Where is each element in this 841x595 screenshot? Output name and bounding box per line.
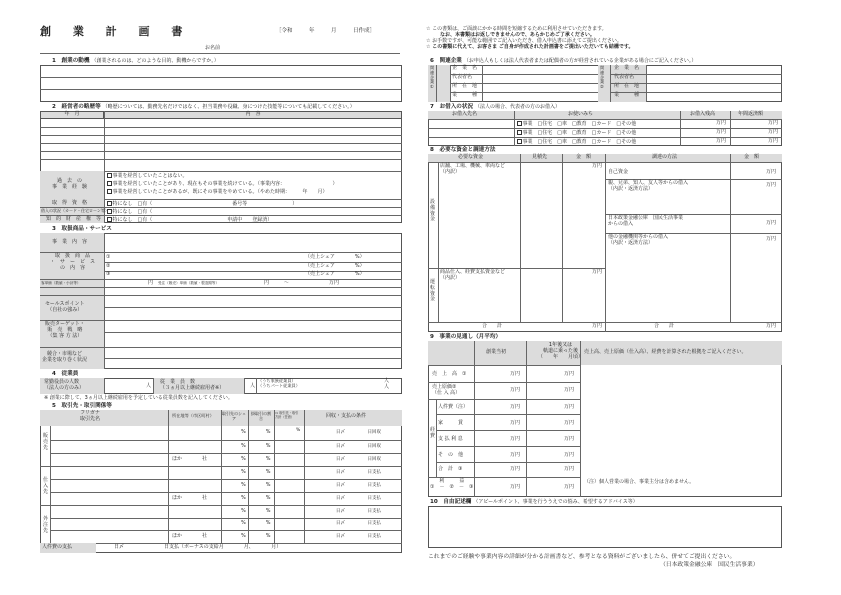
labor-row-label: 人件費（注） xyxy=(438,404,469,410)
career-content-header: 内 容 xyxy=(104,111,402,119)
loan-balance-2[interactable]: 万円 xyxy=(716,129,727,135)
page-title: 創 業 計 画 書 xyxy=(40,25,192,38)
loan-balance-3[interactable]: 万円 xyxy=(716,138,727,144)
purchase-side-label: 仕 入 先 xyxy=(43,477,49,495)
loan-header-use: お使いみち xyxy=(568,111,594,117)
license-label: 取 得 資 格 xyxy=(52,200,88,206)
sales-later-unit[interactable]: 万円 xyxy=(564,371,575,377)
other-bank-loan-label: 他の金融機関等からの借入 （内訳・返済方法） xyxy=(608,234,669,246)
footer-note: これまでのご経験や事業内容の詳細が分かる計画書など、参考となる資料がございましたら、併せてご提出ください。 xyxy=(428,554,736,560)
trade-header-policy: ｎ 取引先・取引 方針（任意） xyxy=(275,411,299,419)
section-3-heading: 3 取扱商品・サービス xyxy=(52,226,112,232)
name-underline[interactable] xyxy=(40,53,400,54)
trade-row-7[interactable]: % % xyxy=(241,508,271,514)
profit-row-label: 利 益 ① － ② － ③ xyxy=(430,478,474,490)
own-funds-label: 自己資金 xyxy=(608,169,629,175)
past-experience-option-2[interactable]: 事業を経営していたことがあり、現在もその事業を続けている。（事業内容： ） xyxy=(106,181,338,188)
business-content-label: 事 業 内 容 xyxy=(52,239,88,245)
section-7-heading: 7 お借入の状況 （法人の場合、代表者の方のお借入） xyxy=(430,104,561,110)
other-exp-start-unit[interactable]: 万円 xyxy=(510,452,521,458)
family-parttime-unit[interactable]: 人 人 xyxy=(384,378,390,390)
loan-repay-2[interactable]: 万円 xyxy=(768,129,779,135)
family-loan-label: 親、兄弟、知人、友人等からの借入 （内訳・返済方法） xyxy=(608,180,689,192)
expense-total-start-unit[interactable]: 万円 xyxy=(510,466,521,472)
section-10-heading: 10 自由記述欄 （アピールポイント、事業を行ううえでの悩み、希望するアドバイス等） xyxy=(430,499,638,505)
section-5-heading: 5 取引先・取引関係等 xyxy=(52,403,112,409)
notice-line-1: ☆ この書類は、ご面談にかかる時間を短縮するために利用させていただきます。 xyxy=(426,26,607,32)
trade-row-8[interactable]: % % xyxy=(241,520,271,526)
sales-point-label: セールスポイント （自社の強み） xyxy=(45,301,85,313)
outlook-note: （注）個人営業の場合、事業主分は含めません。 xyxy=(584,479,695,485)
funds-total-left-unit[interactable]: 万円 xyxy=(592,323,603,329)
purchase-other-count[interactable]: ほか 社 xyxy=(172,495,208,501)
interest-start-unit[interactable]: 万円 xyxy=(510,436,521,442)
rc2-company-label: 企 業 名 xyxy=(614,65,640,71)
profit-start-unit[interactable]: 万円 xyxy=(510,484,521,490)
section-4-heading: 4 従業員 xyxy=(52,371,79,377)
footer-issuer: （日本政策金融公庫 国民生活事業） xyxy=(660,562,759,568)
products-label: 取 扱 商 品 ・ サ ー ビ ス の 内 容 xyxy=(50,253,96,271)
related-company-1-label: 関 連 企 業 ① xyxy=(430,65,435,90)
name-label: お名前 xyxy=(205,45,221,51)
turnover-unit[interactable]: 円 〜 万円 xyxy=(264,280,340,286)
section-1-heading: 1 創業の動機 （創業されるのは、どのような目的、動機からですか。） xyxy=(52,58,219,64)
product-3[interactable]: ③ xyxy=(106,271,111,277)
expense-total-later-unit[interactable]: 万円 xyxy=(564,466,575,472)
product-1[interactable]: ① xyxy=(106,254,111,260)
product-2[interactable]: ② xyxy=(106,263,111,269)
family-loan-unit[interactable]: 万円 xyxy=(766,182,777,188)
rent-later-unit[interactable]: 万円 xyxy=(564,420,575,426)
competition-label: 競合・市場など 企業を取り巻く状況 xyxy=(42,351,88,363)
interest-row-label: 支 払 利 息 xyxy=(438,436,463,442)
past-experience-label: 過 去 の 事 業 経 験 xyxy=(52,178,88,190)
notice-line-3: ☆ お手数ですが、可能な範囲でご記入いただき、借入申込書に添えてご提出ください。 xyxy=(426,38,622,44)
license-options[interactable]: 特になし □有（ 番号等 ） xyxy=(106,201,297,208)
purchase-cond-1[interactable]: 日〆 日支払 xyxy=(336,470,381,475)
ip-label: 知 的 財 産 権 等 xyxy=(46,216,102,222)
family-parttime-label: （うち家族従業員） （うちパート従業員） xyxy=(258,378,300,388)
equipment-fund-label: 設 備 資 金 xyxy=(430,199,436,223)
purchase-cond-3[interactable]: 日〆 日支払 xyxy=(336,496,381,501)
rc2-industry-label: 業 種 xyxy=(614,92,640,98)
sales-cond-1[interactable]: 日〆 日回収 xyxy=(336,430,381,435)
past-experience-option-1[interactable]: 事業を経営していたことはない。 xyxy=(106,173,188,180)
funds-total-left-label: 合 計 xyxy=(482,323,503,329)
employee-note: ※ 創業に際して、3ヵ月以上継続雇用を予定している従業員数を記入してください。 xyxy=(44,395,233,401)
trade-header-name: フリガナ 取引先名 xyxy=(80,410,101,422)
trade-row-3[interactable]: % % xyxy=(241,456,271,462)
price-unit[interactable]: 円 xyxy=(148,280,154,286)
section-9-heading: 9 事業の見通し（月平均） xyxy=(430,334,502,340)
equipment-fund-text[interactable]: 店舗、工場、機械、車両など （内訳） xyxy=(440,163,506,175)
loan-balance-1[interactable]: 万円 xyxy=(716,120,727,126)
outsource-side-label: 外 注 先 xyxy=(43,516,49,534)
funds-total-right-unit[interactable]: 万円 xyxy=(766,323,777,329)
wage-payment-label: 人件費の支払 xyxy=(42,544,73,550)
outsource-cond-3[interactable]: 日〆 日支払 xyxy=(336,534,381,539)
equipment-fund-unit[interactable]: 万円 xyxy=(592,163,603,169)
sales-start-unit[interactable]: 万円 xyxy=(510,371,521,377)
rc1-company-label: 企 業 名 xyxy=(452,65,478,71)
debt-label: 借入の状況（カード・住宅ローン等） xyxy=(41,208,109,213)
turnover-label: 受注（販売）単価（数値・製造期等） xyxy=(158,281,220,285)
sales-cond-2[interactable]: 日〆 日回収 xyxy=(336,444,381,449)
product-3-share[interactable]: （売上シェア %） xyxy=(305,271,365,277)
trade-row-5[interactable]: % % xyxy=(241,482,271,488)
related-company-2-label: 関 連 企 業 ② xyxy=(600,65,605,90)
price-label: 客単価（数値・小計等） xyxy=(41,281,81,285)
sales-terms-1[interactable]: % xyxy=(296,428,301,433)
product-2-share[interactable]: （売上シェア %） xyxy=(305,263,365,269)
jfc-loan-label: 日本政策金融公庫 国民生活事業 からの借入 xyxy=(608,215,684,227)
loan-use-2[interactable]: 事業 □住宅 □車 □教育 □カード □その他 xyxy=(516,130,636,137)
funds-header-amount2: 金 額 xyxy=(744,154,760,160)
other-exp-later-unit[interactable]: 万円 xyxy=(564,452,575,458)
officers-unit[interactable]: 人 xyxy=(146,383,152,389)
outsource-cond-1[interactable]: 日〆 日支払 xyxy=(336,509,381,514)
funds-header-quote: 見積先 xyxy=(532,154,548,160)
notice-line-2: なお、本書類はお返しできませんので、あらかじめご了承ください。 xyxy=(440,32,595,38)
rent-row-label: 家 賃 xyxy=(438,420,464,426)
expense-label: 経 費 xyxy=(430,427,436,439)
funds-header-amount1: 金 額 xyxy=(576,154,592,160)
purchase-cond-2[interactable]: 日〆 日支払 xyxy=(336,483,381,488)
rc1-rep-label: 代表者名 xyxy=(452,74,473,80)
sales-cond-3[interactable]: 日〆 日回収 xyxy=(336,457,381,462)
outsource-other-count[interactable]: ほか 社 xyxy=(172,533,208,539)
rc1-industry-label: 業 種 xyxy=(452,92,478,98)
trade-header-credit: 掛取引の割合 xyxy=(251,411,271,421)
outlook-header-later: 1年後又は 軌道に乗った後 （ 年 月頃） xyxy=(538,342,584,360)
rc1-addr-label: 所 在 地 xyxy=(452,83,478,89)
outlook-header-start: 創業当初 xyxy=(486,349,507,355)
cogs-start-unit[interactable]: 万円 xyxy=(510,387,521,393)
officers-label: 常勤役員の人数 （法人の方のみ） xyxy=(44,379,85,391)
section-6-heading: 6 関連企業 （お申込人もしくは法人代表者または配偶者の方が経営されている企業がある場合にご記入ください。） xyxy=(430,58,697,64)
motivation-field[interactable] xyxy=(40,65,402,102)
past-experience-option-3[interactable]: 事業を経営していたことがあるが、既にその事業をやめている。（やめた時期： 年 月） xyxy=(106,189,328,196)
rc2-addr-label: 所 在 地 xyxy=(614,83,640,89)
loan-repay-1[interactable]: 万円 xyxy=(768,120,779,126)
jfc-loan-unit[interactable]: 万円 xyxy=(766,220,777,226)
sales-row-label: 売 上 高 ① xyxy=(432,371,467,377)
loan-header-balance: お借入残高 xyxy=(690,111,716,117)
trade-row-6[interactable]: % % xyxy=(241,495,271,501)
profit-later-unit[interactable]: 万円 xyxy=(564,484,575,490)
employees-unit[interactable]: 人 xyxy=(250,383,256,389)
employees-label: 従 業 員 数 （３ヵ月以上継続雇用者※） xyxy=(160,379,225,391)
notice-line-4: ☆ この書類に代えて、お客さま ご自身が作成された計画書をご提出いただいても結構です。 xyxy=(426,44,634,50)
outsource-cond-2[interactable]: 日〆 日支払 xyxy=(336,521,381,526)
free-description-field[interactable] xyxy=(428,506,782,548)
sales-side-label: 販 売 先 xyxy=(43,433,49,451)
ip-options[interactable]: 特になし □有（ 申請中 登録済） xyxy=(106,217,272,224)
trade-header-location: 所在地等（市区町村） xyxy=(172,413,214,418)
loan-header-repay: 年間返済額 xyxy=(738,111,764,117)
outlook-header-basis: 売上高、売上原価（仕入高）、経費を計算された根拠をご記入ください。 xyxy=(584,349,747,355)
funds-header-method: 調達の方法 xyxy=(652,154,678,160)
loan-use-1[interactable]: 事業 □住宅 □車 □教育 □カード □その他 xyxy=(516,121,636,128)
creation-date[interactable]: ［令和 年 月 日作成］ xyxy=(276,28,376,34)
other-exp-row-label: そ の 他 xyxy=(438,452,464,458)
trade-header-terms: 回収・支払の条件 xyxy=(326,413,367,419)
section-8-heading: 8 必要な資金と調達方法 xyxy=(430,147,496,153)
trade-row-9[interactable]: % % xyxy=(241,533,271,539)
wage-payment-terms[interactable]: 日〆 日支払（ボーナスの支給月 月、 月） xyxy=(114,544,282,550)
section-2-heading: 2 経営者の略歴等 （略歴については、勤務先名だけではなく、担当業務や役職、身につけた技能等についても記載してください。） xyxy=(52,104,355,110)
trade-row-2[interactable]: % % xyxy=(241,443,271,449)
sales-other-count[interactable]: ほか 社 xyxy=(172,456,208,462)
rent-start-unit[interactable]: 万円 xyxy=(510,420,521,426)
interest-later-unit[interactable]: 万円 xyxy=(564,436,575,442)
funds-header-need: 必要な資金 xyxy=(458,154,484,160)
trade-row-1[interactable]: % % xyxy=(241,429,271,435)
rc2-rep-label: 代表者名 xyxy=(614,74,635,80)
loan-use-3[interactable]: 事業 □住宅 □車 □教育 □カード □その他 xyxy=(516,139,636,146)
expense-total-row-label: 合 計 ③ xyxy=(438,466,463,472)
cogs-later-unit[interactable]: 万円 xyxy=(564,387,575,393)
operating-fund-unit[interactable]: 万円 xyxy=(592,269,603,275)
trade-row-4[interactable]: % % xyxy=(241,469,271,475)
other-bank-loan-unit[interactable]: 万円 xyxy=(766,236,777,242)
funds-total-right-label: 合 計 xyxy=(654,323,675,329)
trade-header-share: 取引先のシェア xyxy=(222,411,246,421)
loan-header-lender: お借入先名 xyxy=(452,111,478,117)
product-1-share[interactable]: （売上シェア %） xyxy=(305,254,365,260)
cogs-row-label: 売上原価② （仕 入 高） xyxy=(432,384,461,396)
labor-later-unit[interactable]: 万円 xyxy=(564,404,575,410)
debt-options[interactable]: 特になし □有（ xyxy=(106,209,152,216)
own-funds-unit[interactable]: 万円 xyxy=(766,169,777,175)
labor-start-unit[interactable]: 万円 xyxy=(510,404,521,410)
operating-fund-label: 運 転 資 金 xyxy=(430,279,436,303)
target-label: 販売ターゲット・ 販 売 戦 略 （集 客 方 法） xyxy=(45,321,85,339)
career-year-header: 年 月 xyxy=(40,111,104,119)
operating-fund-text[interactable]: 商品仕入、経費支払資金など （内訳） xyxy=(440,269,506,281)
loan-repay-3[interactable]: 万円 xyxy=(768,138,779,144)
